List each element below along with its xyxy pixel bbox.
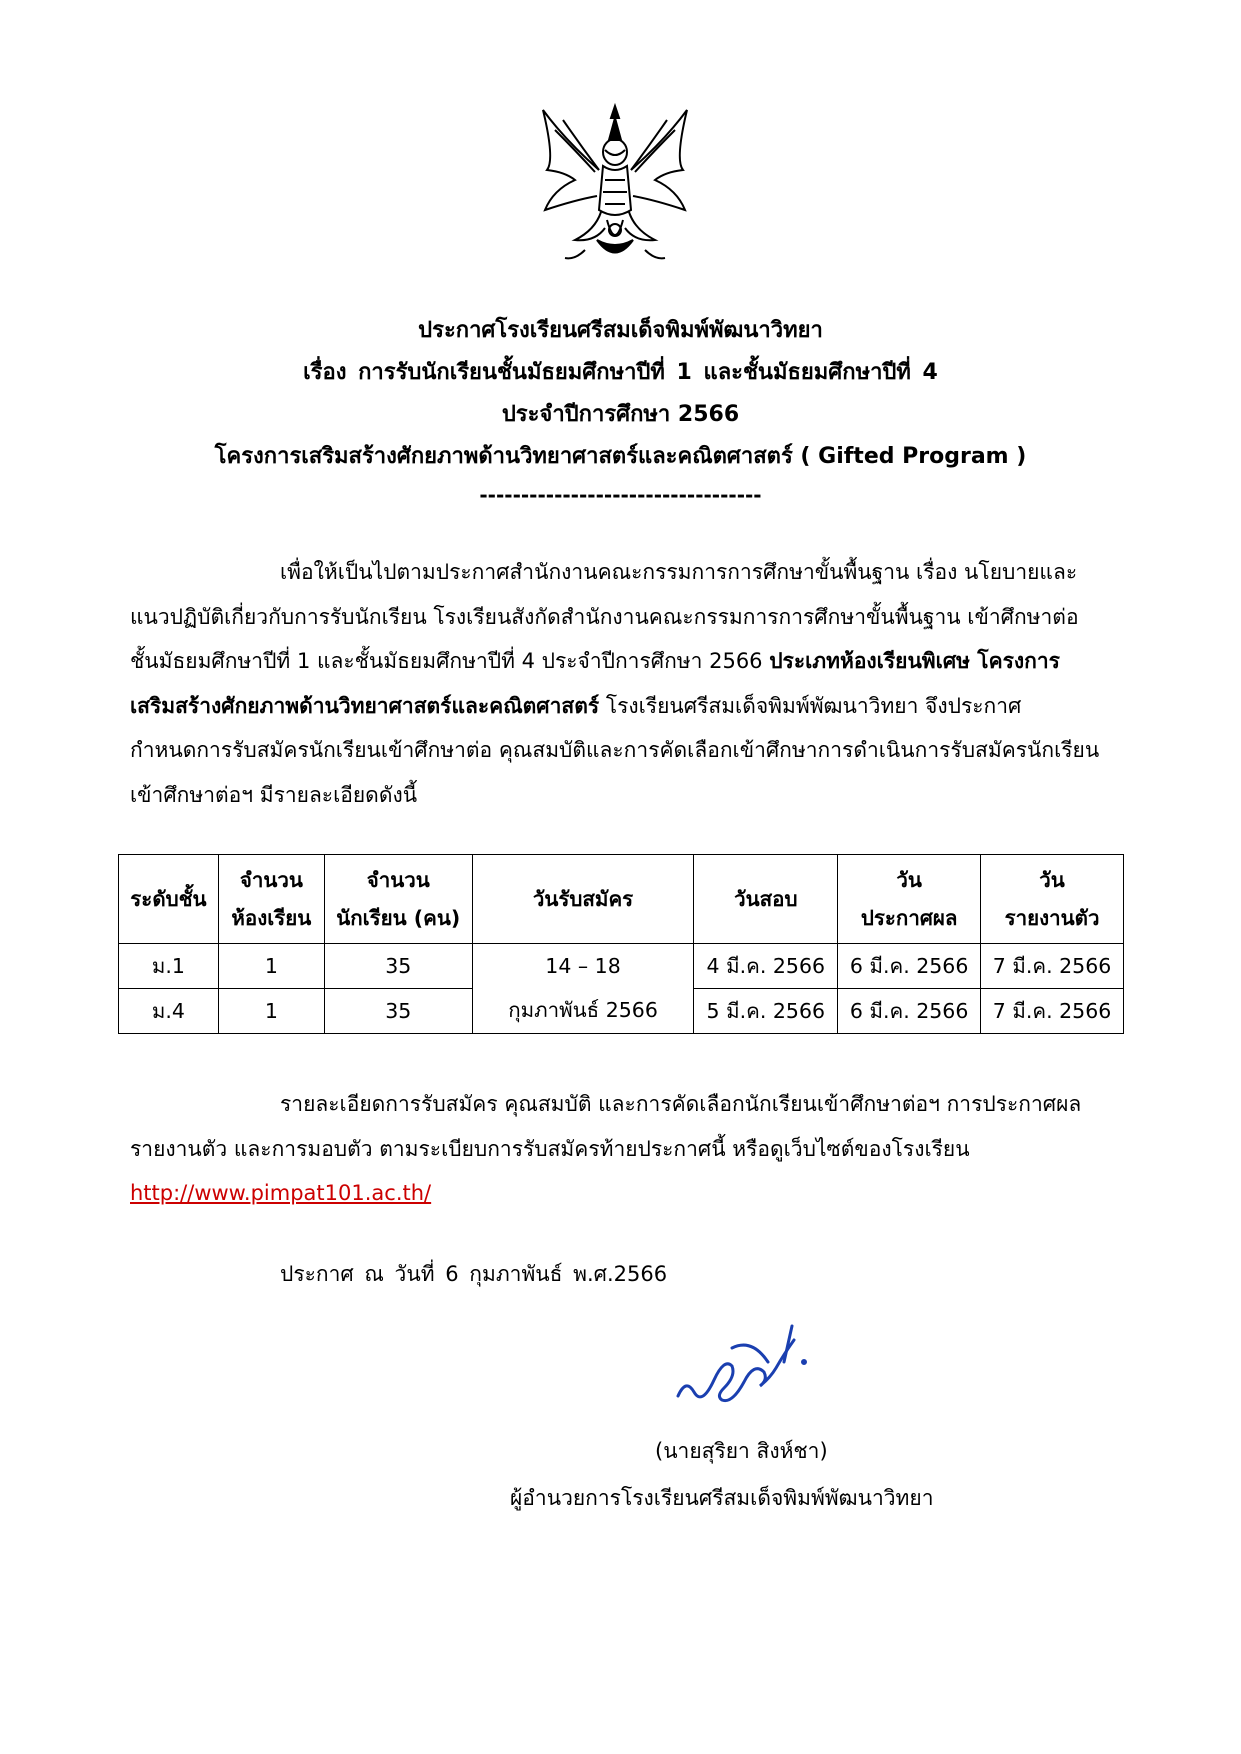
intro-paragraph bbox=[130, 550, 1115, 817]
header-exam-date: วันสอบ bbox=[694, 855, 838, 944]
page-title: ประกาศโรงเรียนศรีสมเด็จพิมพ์พัฒนาวิทยา bbox=[418, 318, 823, 343]
subject-line: เรื่อง การรับนักเรียนชั้นมัธยมศึกษาปีที่ 1 และชั้นมัธยมศึกษาปีที่ 4 bbox=[303, 360, 938, 385]
cell-exam: 4 มี.ค. 2566 bbox=[694, 944, 838, 989]
academic-year-line: ประจำปีการศึกษา 2566 bbox=[501, 402, 740, 427]
cell-rooms: 1 bbox=[218, 989, 324, 1034]
school-website-link[interactable]: http://www.pimpat101.ac.th/ bbox=[130, 1181, 432, 1205]
intro-line: กำหนดการรับสมัครนักเรียนเข้าศึกษาต่อ คุณสมบัติและการคัดเลือกเข้าศึกษาการดำเนินการรับสมัครนักเรียน bbox=[130, 738, 1100, 762]
intro-line: โรงเรียนศรีสมเด็จพิมพ์พัฒนาวิทยา จึงประกาศ bbox=[599, 693, 1022, 718]
header-students: จำนวน นักเรียน (คน) bbox=[324, 855, 472, 944]
announcement-header bbox=[0, 310, 1241, 512]
cell-level: ม.1 bbox=[119, 944, 219, 989]
signature bbox=[672, 1318, 822, 1408]
cell-students: 35 bbox=[324, 944, 472, 989]
signer-position: ผู้อำนวยการโรงเรียนศรีสมเด็จพิมพ์พัฒนาวิทยา bbox=[510, 1486, 934, 1510]
title-divider: ---------------------------------- bbox=[479, 483, 762, 507]
table-row bbox=[119, 944, 1124, 989]
intro-line: แนวปฏิบัติเกี่ยวกับการรับนักเรียน โรงเรียนสังกัดสำนักงานคณะกรรมการการศึกษาขั้นพื้นฐาน เข้าศึกษาต่อ bbox=[130, 604, 1079, 629]
header-rooms: จำนวน ห้องเรียน bbox=[218, 855, 324, 944]
cell-announce: 6 มี.ค. 2566 bbox=[838, 944, 981, 989]
garuda-emblem bbox=[535, 100, 695, 270]
intro-bold-text: ประเภทห้องเรียนพิเศษ โครงการ bbox=[769, 649, 1060, 673]
program-line: โครงการเสริมสร้างศักยภาพด้านวิทยาศาสตร์และคณิตศาสตร์ ( Gifted Program ) bbox=[214, 444, 1027, 469]
cell-report: 7 มี.ค. 2566 bbox=[981, 944, 1124, 989]
cell-level: ม.4 bbox=[119, 989, 219, 1034]
cell-students: 35 bbox=[324, 989, 472, 1034]
header-report-date: วัน รายงานตัว bbox=[981, 855, 1124, 944]
intro-line: เพื่อให้เป็นไปตามประกาศสำนักงานคณะกรรมการการศึกษาขั้นพื้นฐาน เรื่อง นโยบายและ bbox=[280, 560, 1078, 584]
details-line: รายละเอียดการรับสมัคร คุณสมบัติ และการคัดเลือกนักเรียนเข้าศึกษาต่อฯ การประกาศผล bbox=[280, 1092, 1082, 1116]
cell-rooms: 1 bbox=[218, 944, 324, 989]
announcement-date: ประกาศ ณ วันที่ 6 กุมภาพันธ์ พ.ศ.2566 bbox=[280, 1262, 668, 1286]
cell-apply-range-start: 14 – 18 bbox=[472, 944, 694, 989]
cell-apply-range-end: กุมภาพันธ์ 2566 bbox=[472, 989, 694, 1034]
intro-bold-text: เสริมสร้างศักยภาพด้านวิทยาศาสตร์และคณิตศาสตร์ bbox=[130, 693, 600, 718]
header-announce-date: วัน ประกาศผล bbox=[838, 855, 981, 944]
cell-report: 7 มี.ค. 2566 bbox=[981, 989, 1124, 1034]
intro-line: ชั้นมัธยมศึกษาปีที่ 1 และชั้นมัธยมศึกษาปีที่ 4 ประจำปีการศึกษา 2566 bbox=[130, 649, 770, 673]
header-apply-date: วันรับสมัคร bbox=[472, 855, 694, 944]
details-paragraph bbox=[130, 1082, 1115, 1216]
admission-schedule-table bbox=[118, 854, 1124, 1034]
signer-name: (นายสุริยา สิงห์ชา) bbox=[655, 1439, 828, 1463]
table-row bbox=[119, 989, 1124, 1034]
intro-line: เข้าศึกษาต่อฯ มีรายละเอียดดังนี้ bbox=[130, 782, 418, 807]
cell-announce: 6 มี.ค. 2566 bbox=[838, 989, 981, 1034]
header-level: ระดับชั้น bbox=[119, 855, 219, 944]
details-line: รายงานตัว และการมอบตัว ตามระเบียบการรับสมัครท้ายประกาศนี้ หรือดูเว็บไซต์ของโรงเรียน bbox=[130, 1136, 970, 1161]
cell-exam: 5 มี.ค. 2566 bbox=[694, 989, 838, 1034]
